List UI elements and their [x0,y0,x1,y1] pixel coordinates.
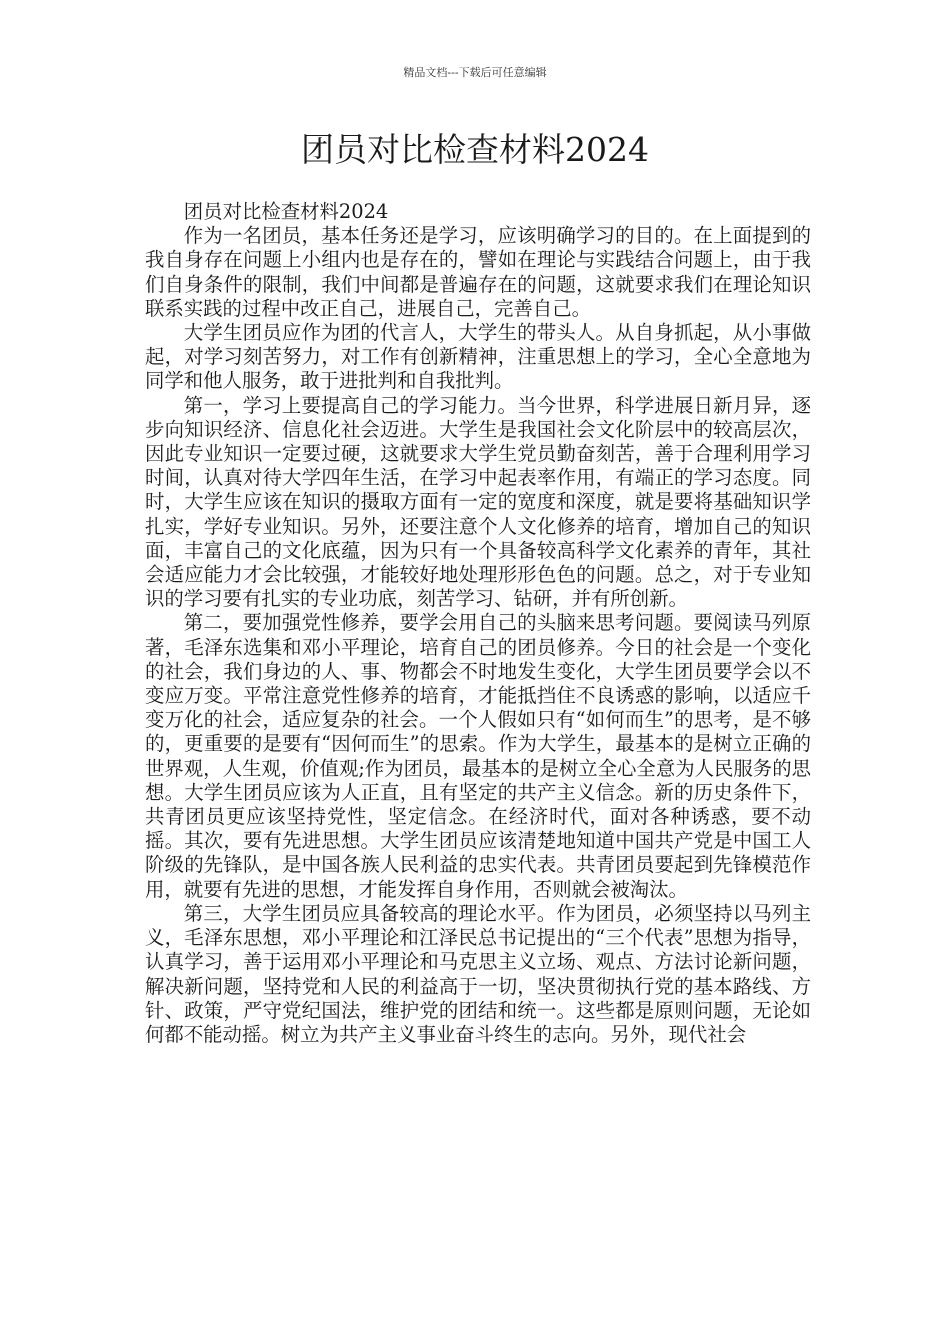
body-paragraph: 团员对比检查材料2024 [183,200,389,223]
body-paragraph: 第二，要加强党性修养，要学会用自己的头脑来思考问题。要阅读马列原著，毛泽东选集和邓小平理论，培育自己的团员修养。今日的社会是一个变化的社会，我们身边的人、事、物都会不时地发生变化，大学生团员要学会以不变应万变。平常注意党性修养的培育，才能抵挡住不良诱惑的影响，以适应千变万化的社会，适应复杂的社会。一个人假如只有“如何而生”的思考，是不够的，更重要的是要有“因何而生”的思索。作为大学生，最基本的是树立正确的世界观，人生观，价值观;作为团员，最基本的是树立全心全意为人民服务的思想。大学生团员应该为人正直，且有坚定的共产主义信念。新的历史条件下，共青团员更应该坚持党性，坚定信念。在经济时代，面对各种诱惑，要不动摇。其次，要有先进思想。大学生团员应该清楚地知道中国共产党是中国工人阶级的先锋队，是中国各族人民利益的忠实代表。共青团员要起到先锋模范作用，就要有先进的思想，才能发挥自身作用，否则就会被淘汰。 [145,611,811,901]
document-title: 团员对比检查材料2024 [301,130,649,169]
body-paragraph: 大学生团员应作为团的代言人，大学生的带头人。从自身抓起，从小事做起，对学习刻苦努力，对工作有创新精神，注重思想上的学习，全心全意地为同学和他人服务，敢于进批判和自我批判。 [145,321,811,393]
document-body [145,200,811,1047]
body-paragraph: 第三，大学生团员应具备较高的理论水平。作为团员，必须坚持以马列主义，毛泽东思想，邓小平理论和江泽民总书记提出的“三个代表”思想为指导，认真学习，善于运用邓小平理论和马克思主义立场、观点、方法讨论新问题，解决新问题，坚持党和人民的利益高于一切，坚决贯彻执行党的基本路线、方针、政策，严守党纪国法，维护党的团结和统一。这些都是原则问题，无论如何都不能动摇。树立为共产主义事业奋斗终生的志向。另外，现代社会 [145,901,811,1046]
body-paragraph: 作为一名团员，基本任务还是学习，应该明确学习的目的。在上面提到的我自身存在问题上小组内也是存在的，譬如在理论与实践结合问题上，由于我们自身条件的限制，我们中间都是普遍存在的问题，这就要求我们在理论知识联系实践的过程中改正自己，进展自己，完善自己。 [145,224,811,320]
body-paragraph: 第一，学习上要提高自己的学习能力。当今世界，科学进展日新月异，逐步向知识经济、信息化社会迈进。大学生是我国社会文化阶层中的较高层次，因此专业知识一定要过硬，这就要求大学生党员勤奋刻苦，善于合理利用学习时间，认真对待大学四年生活，在学习中起表率作用，有端正的学习态度。同时，大学生应该在知识的摄取方面有一定的宽度和深度，就是要将基础知识学扎实，学好专业知识。另外，还要注意个人文化修养的培育，增加自己的知识面，丰富自己的文化底蕴，因为只有一个具备较高科学文化素养的青年，其社会适应能力才会比较强，才能较好地处理形形色色的问题。总之，对于专业知识的学习要有扎实的专业功底，刻苦学习、钻研，并有所创新。 [145,393,811,611]
page-header: 精品文档---下载后可任意编辑 [403,66,547,79]
